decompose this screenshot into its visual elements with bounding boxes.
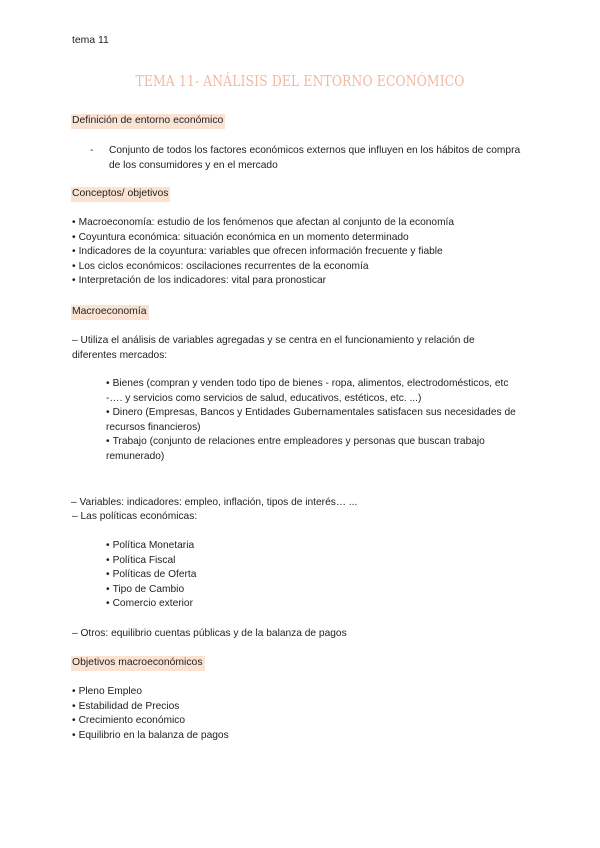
- list-item: • Tipo de Cambio: [106, 583, 526, 598]
- list-item: • Dinero (Empresas, Bancos y Entidades Gubernamentales satisfacen sus necesidades de recursos financieros): [106, 406, 518, 435]
- list-item: • Política Fiscal: [106, 554, 526, 569]
- list-item: • Coyuntura económica: situación económica en un momento determinado: [72, 231, 532, 246]
- definicion-item: [90, 144, 530, 173]
- list-item: • Política Monetaria: [106, 539, 526, 554]
- list-item: • Comercio exterior: [106, 597, 526, 612]
- dash-marker: -: [90, 145, 94, 156]
- list-item: • Macroeconomía: estudio de los fenómenos que afectan al conjunto de la economía: [72, 216, 532, 231]
- variables-line: – Variables: indicadores: empleo, inflación, tipos de interés… ...: [71, 497, 358, 508]
- heading-macroeconomia: Macroeconomía: [71, 305, 149, 320]
- list-item: • Interpretación de los indicadores: vital para pronosticar: [72, 274, 532, 289]
- heading-objetivos: Objetivos macroeconómicos: [71, 656, 205, 671]
- list-item: • Los ciclos económicos: oscilaciones recurrentes de la economía: [72, 260, 532, 275]
- mercados-list: [106, 377, 518, 465]
- list-item: • Bienes (compran y venden todo tipo de bienes - ropa, alimentos, electrodomésticos, etc -…. y servicios como servicios de salud, educativos, estéticos, etc. ...): [106, 377, 518, 406]
- otros-line: – Otros: equilibrio cuentas públicas y de la balanza de pagos: [72, 628, 347, 639]
- document-title: TEMA 11- ANÁLISIS DEL ENTORNO ECONÓMICO: [135, 72, 465, 90]
- heading-conceptos: Conceptos/ objetivos: [71, 187, 170, 202]
- page-header-label: tema 11: [72, 35, 109, 46]
- definicion-text: Conjunto de todos los factores económicos externos que influyen en los hábitos de compra de los consumidores y en el mercado: [109, 145, 521, 171]
- politicas-intro: – Las políticas económicas:: [72, 511, 198, 522]
- politicas-list: [106, 539, 526, 612]
- conceptos-list: [72, 216, 532, 289]
- list-item: • Trabajo (conjunto de relaciones entre empleadores y personas que buscan trabajo remunerado): [106, 435, 518, 464]
- list-item: • Equilibrio en la balanza de pagos: [72, 729, 532, 744]
- list-item: • Políticas de Oferta: [106, 568, 526, 583]
- list-item: • Indicadores de la coyuntura: variables que ofrecen información frecuente y fiable: [72, 245, 532, 260]
- list-item: • Estabilidad de Precios: [72, 700, 532, 715]
- list-item: • Crecimiento económico: [72, 714, 532, 729]
- heading-definicion: Definición de entorno económico: [71, 114, 225, 129]
- list-item: • Pleno Empleo: [72, 685, 532, 700]
- objetivos-list: [72, 685, 532, 743]
- macroeconomia-intro: – Utiliza el análisis de variables agregadas y se centra en el funcionamiento y relación de diferentes mercados:: [72, 335, 475, 361]
